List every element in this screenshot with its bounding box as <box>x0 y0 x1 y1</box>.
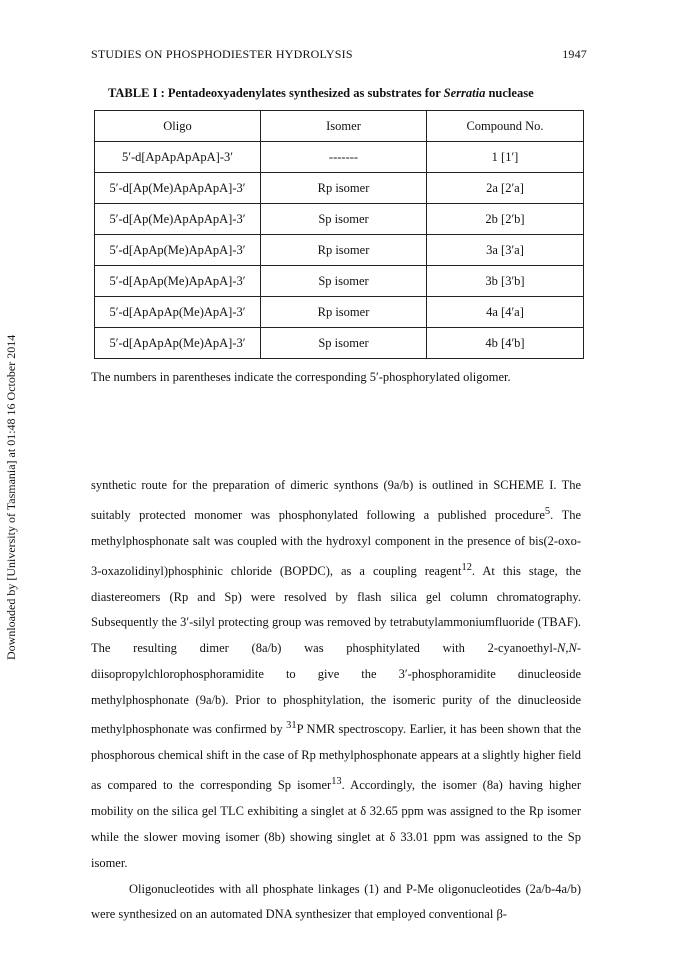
table-footnote: The numbers in parentheses indicate the corresponding 5′-phosphorylated oligomer. <box>91 370 511 384</box>
cell-oligo: 5′-d[ApAp(Me)ApApA]-3′ <box>95 235 261 266</box>
cell-compound-no: 3b [3′b] <box>427 266 584 297</box>
cell-compound-no: 2a [2′a] <box>427 173 584 204</box>
compound-table <box>94 110 584 359</box>
page-number: 1947 <box>562 47 587 61</box>
text-run: The methylphosphonate salt was coupled with the hydroxyl component in the presence of bis(2-oxo-3-oxazolidinyl)phosphinic chloride (BOPDC), as a coupling reagent <box>91 507 581 578</box>
cell-isomer: Sp isomer <box>261 328 427 359</box>
table-row <box>95 328 584 359</box>
col-header-isomer: Isomer <box>261 111 427 142</box>
cell-isomer: Rp isomer <box>261 173 427 204</box>
text-run: . Accordingly, the isomer (8a) having higher mobility on the silica gel TLC exhibiting a singlet at δ 32.65 ppm was assigned to the Rp isomer while the slower moving isomer (8b) showing singlet at δ 33.01 ppm was assigned to the Sp isomer. <box>91 778 581 870</box>
paragraph <box>91 473 581 877</box>
table-row <box>95 173 584 204</box>
table-row <box>95 235 584 266</box>
col-header-oligo: Oligo <box>95 111 261 142</box>
cell-oligo: 5′-d[ApApAp(Me)ApA]-3′ <box>95 297 261 328</box>
cell-compound-no: 4a [4′a] <box>427 297 584 328</box>
cell-isomer: Rp isomer <box>261 235 427 266</box>
cell-compound-no: 4b [4′b] <box>427 328 584 359</box>
col-header-compound-no: Compound No. <box>427 111 584 142</box>
running-title: STUDIES ON PHOSPHODIESTER HYDROLYSIS <box>91 47 353 61</box>
text-run: -diisopropylchlorophosphoramidite to give the 3′-phosphoramidite dinucleoside methylphosphonate (9a/b). Prior to phosphitylation, the isomeric purity of the dinucleoside methylphosphonate was confirmed by <box>91 641 581 737</box>
cell-isomer: Sp isomer <box>261 204 427 235</box>
download-watermark: Downloaded by [University of Tasmania] at 01:48 16 October 2014 <box>4 334 18 660</box>
citation-superscript: 13 <box>331 776 342 788</box>
organism-name: Serratia <box>443 86 486 100</box>
cell-isomer: ------- <box>261 142 427 173</box>
paragraph: Oligonucleotides with all phosphate linkages (1) and P-Me oligonucleotides (2a/b-4a/b) were synthesized on an automated DNA synthesizer that employed conventional β- <box>91 881 581 922</box>
table-row <box>95 266 584 297</box>
cell-compound-no: 3a [3′a] <box>427 235 584 266</box>
cell-oligo: 5′-d[ApApApApA]-3′ <box>95 142 261 173</box>
text-run: . At this stage, the diastereomers (Rp and Sp) were resolved by flash silica gel column chromatography. Subsequently the 3′-silyl protecting group was removed by tetrabutylammoniumfluoride (TBAF). The resulting dimer (8a/b) was phosphitylated with 2-cyanoethyl- <box>91 563 582 656</box>
table-header-row <box>95 111 584 142</box>
cell-isomer: Sp isomer <box>261 266 427 297</box>
cell-isomer: Rp isomer <box>261 297 427 328</box>
text-run: . <box>550 507 554 522</box>
citation-superscript: 5 <box>544 505 551 517</box>
italic-text: N,N <box>557 641 577 656</box>
body-text <box>91 473 581 928</box>
cell-oligo: 5′-d[Ap(Me)ApApApA]-3′ <box>95 173 261 204</box>
table-row <box>95 204 584 235</box>
table-row <box>95 297 584 328</box>
cell-oligo: 5′-d[ApAp(Me)ApApA]-3′ <box>95 266 261 297</box>
cell-oligo: 5′-d[ApApAp(Me)ApA]-3′ <box>95 328 261 359</box>
text-run: P NMR spectroscopy. Earlier, it has been shown that the phosphorous chemical shift in the case of Rp methylphosphonate appears at a slightly higher field as compared to the corresponding Sp isomer <box>91 722 581 793</box>
cell-compound-no: 2b [2′b] <box>427 204 584 235</box>
cell-oligo: 5′-d[Ap(Me)ApApApA]-3′ <box>95 204 261 235</box>
running-header <box>91 47 587 62</box>
table-caption <box>108 86 588 101</box>
isotope-superscript: 31 <box>286 720 297 732</box>
table-caption-text: TABLE I : Pentadeoxyadenylates synthesized as substrates for Serratia nuclease <box>108 86 534 100</box>
citation-superscript: 12 <box>461 561 472 573</box>
text-run: The suitably protected monomer was phosphonylated following a published procedure <box>91 478 581 522</box>
cell-compound-no: 1 [1′] <box>427 142 584 173</box>
table-row <box>95 142 584 173</box>
text-run: synthetic route for the preparation of dimeric synthons (9a/b) is outlined in SCHEME I. <box>91 478 557 492</box>
